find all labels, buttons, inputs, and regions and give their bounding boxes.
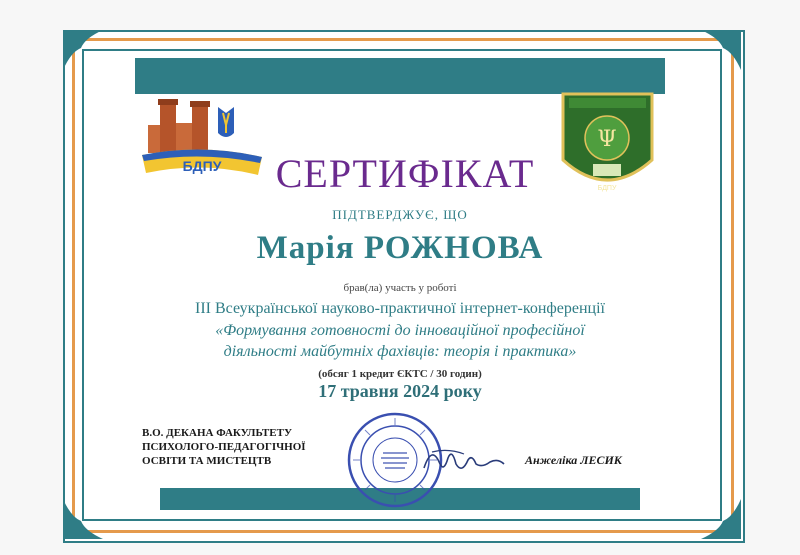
signatory-name: Анжеліка ЛЕСИК [525, 453, 622, 467]
confirms-text: ПІДТВЕРДЖУЄ, ЩО [332, 207, 468, 222]
dean-title [142, 426, 352, 468]
conference-date: 17 травня 2024 року [318, 381, 482, 401]
top-decorative-band [135, 58, 665, 94]
psi-icon: Ψ [597, 127, 617, 152]
corner-ornament-bottom-left [63, 499, 103, 539]
dean-line3: ОСВІТИ ТА МИСТЕЦТВ [142, 455, 272, 467]
left-logo-text: БДПУ [182, 158, 222, 174]
conference-theme [120, 320, 680, 362]
participation-text: брав(ла) участь у роботі [343, 282, 457, 294]
faculty-emblem-right [555, 90, 660, 200]
certificate-title: СЕРТИФІКАТ [275, 151, 535, 196]
handwritten-signature [418, 438, 508, 478]
corner-ornament-top-right [701, 30, 741, 70]
conference-name: ІІІ Всеукраїнської науково-практичної інтернет-конференції [195, 300, 605, 317]
dean-line1: В.О. ДЕКАНА ФАКУЛЬТЕТУ [142, 427, 293, 439]
dean-line2: ПСИХОЛОГО-ПЕДАГОГІЧНОЇ [142, 441, 306, 453]
corner-ornament-bottom-right [701, 499, 741, 539]
right-logo-text: БДПУ [597, 185, 617, 192]
recipient-name: Марія РОЖНОВА [256, 230, 544, 266]
corner-ornament-top-left [63, 30, 103, 70]
conference-theme-line2: діяльності майбутніх фахівців: теорія і практика» [223, 343, 577, 360]
credit-volume: (обсяг 1 кредит ЄКТС / 30 годин) [318, 368, 482, 380]
conference-theme-line1: «Формування готовності до інноваційної професійної [215, 322, 585, 339]
